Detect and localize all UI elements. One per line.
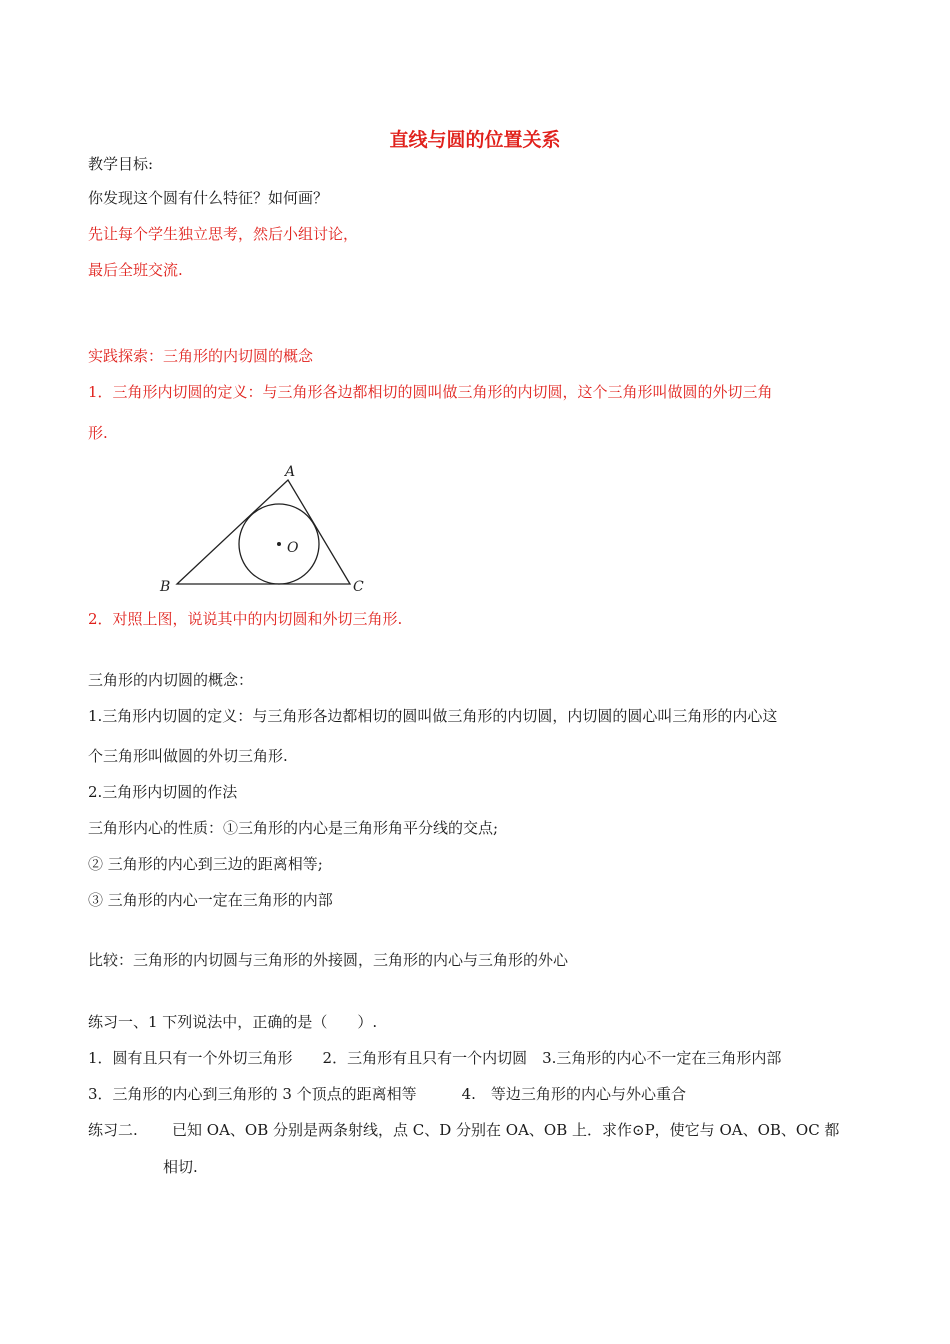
comparison-text: 比较：三角形的内切圆与三角形的外接圆，三角形的内心与三角形的外心	[88, 951, 569, 969]
vertex-label-c: C	[353, 579, 364, 595]
vertex-label-a: A	[285, 464, 296, 480]
intro-instruction-1: 先让每个学生独立思考，然后小组讨论，	[88, 225, 359, 243]
explore-item-2: 2．对照上图，说说其中的内切圆和外切三角形.	[88, 610, 403, 628]
incenter-property-3: ③ 三角形的内心一定在三角形的内部	[88, 891, 333, 909]
explore-heading: 实践探索：三角形的内切圆的概念	[88, 347, 314, 365]
vertex-label-b: B	[160, 579, 171, 595]
intro-question: 你发现这个圆有什么特征？如何画？	[88, 189, 329, 207]
incenter-property-1: 三角形内心的性质：①三角形的内心是三角形角平分线的交点;	[88, 819, 499, 837]
triangle-abc	[177, 480, 350, 584]
exercise-1-question: 练习一、1 下列说法中，正确的是（ ）.	[88, 1013, 378, 1031]
center-label-o: O	[287, 540, 299, 556]
concept-heading: 三角形的内切圆的概念：	[88, 671, 254, 689]
exercise-1-options-line-1: 1．圆有且只有一个外切三角形 2．三角形有且只有一个内切圆 3.三角形的内心不一定在三角形内部	[88, 1049, 782, 1067]
incircle-definition-line-1: 1．三角形内切圆的定义：与三角形各边都相切的圆叫做三角形的内切圆，这个三角形叫做圆的外切三角	[88, 383, 773, 401]
incircle-definition-line-2: 形.	[88, 424, 108, 442]
teaching-goal-label: 教学目标:	[88, 155, 154, 173]
page-title: 直线与圆的位置关系	[389, 129, 561, 151]
intro-instruction-2: 最后全班交流.	[88, 261, 183, 279]
incircle-triangle-figure	[150, 460, 380, 600]
concept-definition-line-2: 个三角形叫做圆的外切三角形.	[88, 747, 288, 765]
incircle-construction-method: 2.三角形内切圆的作法	[88, 783, 238, 801]
exercise-1-options-line-2: 3．三角形的内心到三角形的 3 个顶点的距离相等 4. 等边三角形的内心与外心重合	[88, 1085, 686, 1103]
exercise-2-label: 练习二.	[88, 1121, 138, 1139]
exercise-2-text-line-2: 相切.	[163, 1158, 198, 1176]
concept-definition-line-1: 1.三角形内切圆的定义：与三角形各边都相切的圆叫做三角形的内切圆，内切圆的圆心叫三角形的内心这	[88, 707, 778, 725]
incenter-property-2: ② 三角形的内心到三边的距离相等;	[88, 855, 323, 873]
exercise-2-text-line-1: 已知 OA、OB 分别是两条射线，点 C、D 分别在 OA、OB 上．求作⊙P，使它与 OA、OB、OC 都	[172, 1121, 840, 1139]
center-point-o	[277, 542, 281, 546]
